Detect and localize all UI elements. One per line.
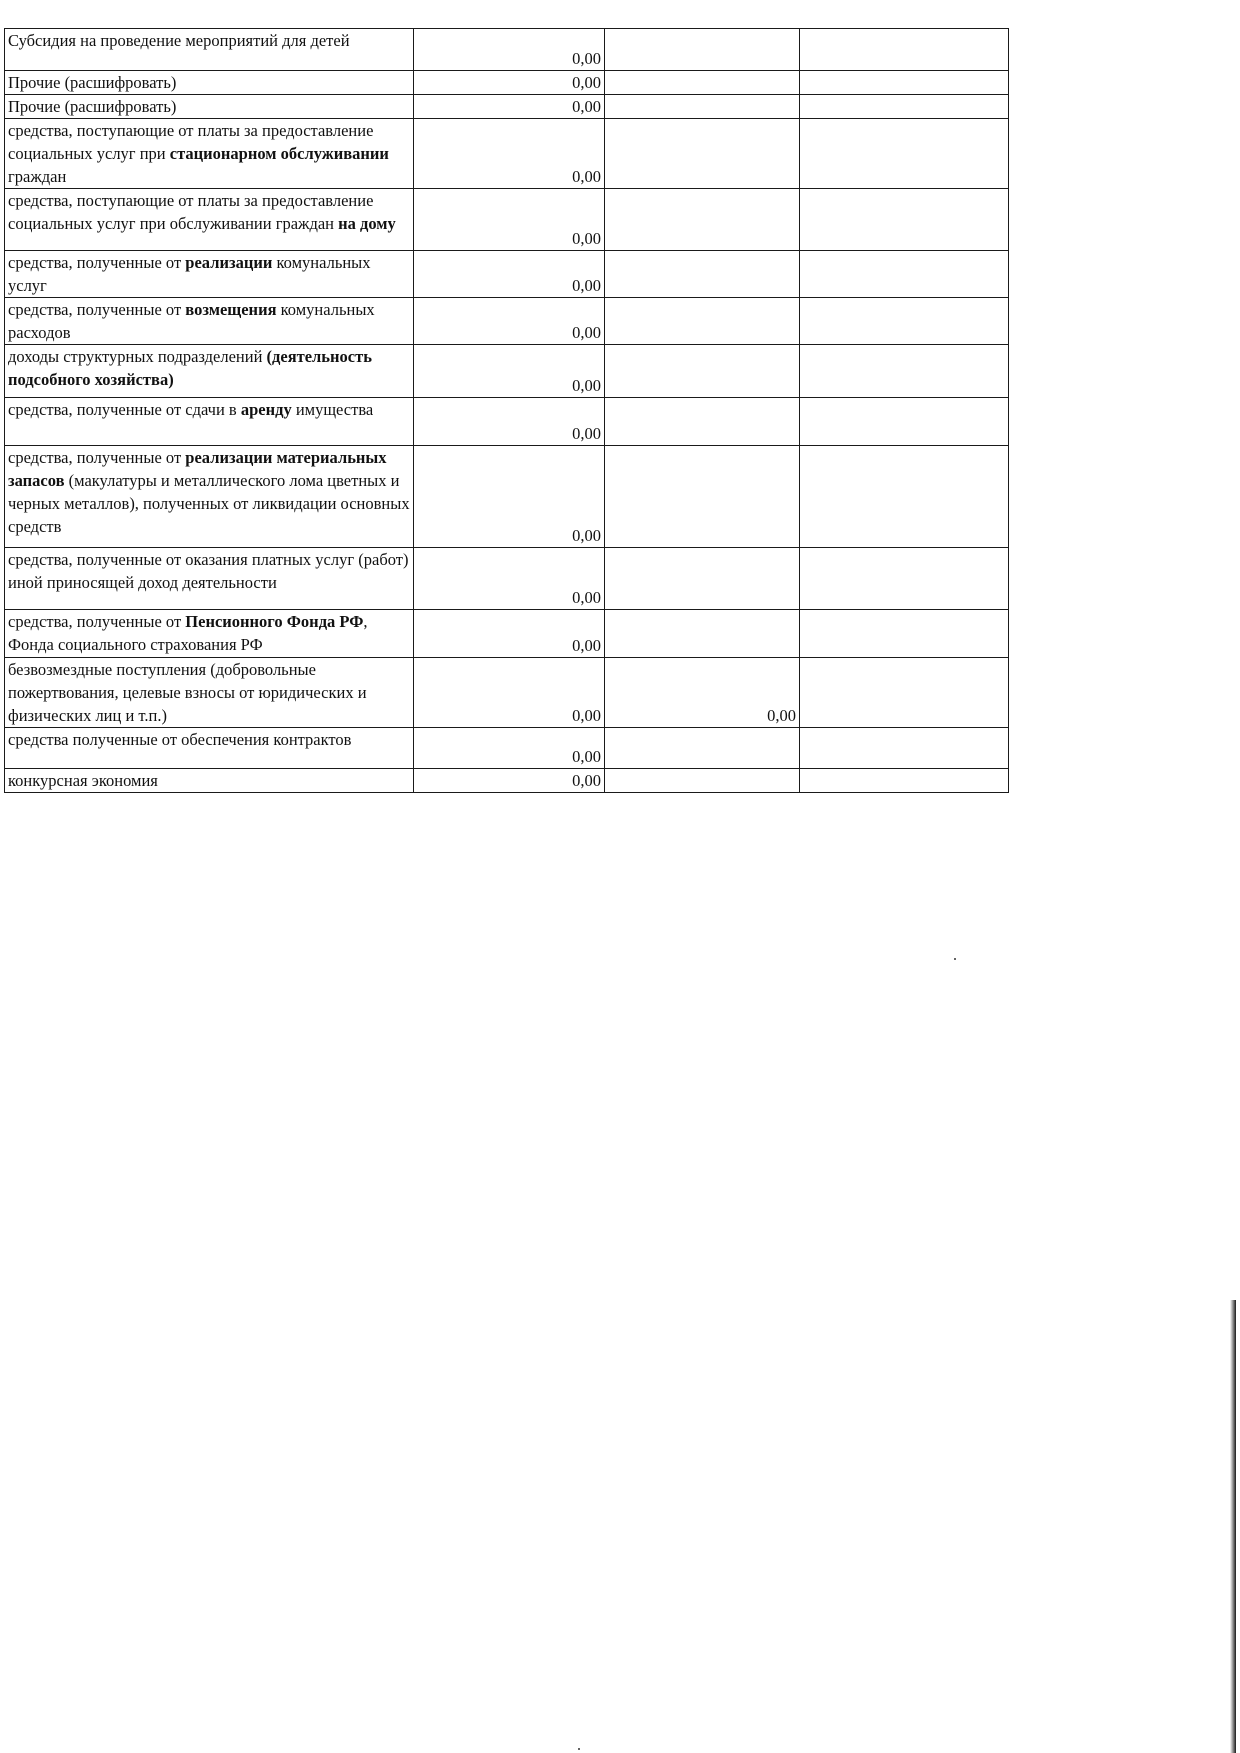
value-cell-col3 — [605, 548, 800, 610]
row-label — [5, 658, 414, 728]
row-label-part: средства, полученные от — [8, 448, 186, 467]
value-cell-col2: 0,00 — [414, 251, 605, 298]
table-row — [5, 251, 1009, 298]
row-label-part: граждан — [8, 167, 67, 186]
row-label-part: Субсидия на проведение мероприятий для детей — [8, 31, 350, 50]
value-cell-col4 — [800, 29, 1009, 71]
value-cell-col3 — [605, 345, 800, 398]
row-label-part: Прочие (расшифровать) — [8, 97, 177, 116]
table-row — [5, 29, 1009, 71]
row-label-part: средства, поступающие от платы за предоставление социальных услуг при обслуживании граждан — [8, 191, 374, 233]
row-label-part: комунальных расходов — [8, 300, 375, 342]
value-cell-col2: 0,00 — [414, 610, 605, 658]
row-label-part: средства, полученные от оказания платных услуг (работ) иной приносящей доход деятельности — [8, 550, 409, 592]
row-label-bold-part: реализации — [185, 253, 273, 272]
value-cell-col4 — [800, 610, 1009, 658]
row-label-part: конкурсная экономия — [8, 771, 158, 790]
value-cell-col3 — [605, 398, 800, 446]
value-cell-col2: 0,00 — [414, 398, 605, 446]
row-label-bold-part: реализации материальных запасов — [8, 448, 387, 490]
row-label-part: имущества — [291, 400, 374, 419]
row-label-bold-part: Пенсионного Фонда РФ — [185, 612, 364, 631]
value-cell-col2: 0,00 — [414, 189, 605, 251]
row-label-part: средства, полученные от — [8, 300, 186, 319]
value-cell-col2: 0,00 — [414, 345, 605, 398]
row-label-part: , Фонда социального страхования РФ — [8, 612, 368, 654]
table-row — [5, 769, 1009, 793]
row-label — [5, 446, 414, 548]
row-label-part: (макулатуры и металлического лома цветных и черных металлов), полученных от ликвидации основных средств — [8, 471, 410, 536]
row-label-part: доходы структурных подразделений — [8, 347, 267, 366]
table-row — [5, 298, 1009, 345]
value-cell-col3 — [605, 446, 800, 548]
row-label — [5, 119, 414, 189]
table-row — [5, 446, 1009, 548]
value-cell-col3: 0,00 — [605, 658, 800, 728]
row-label-part: комунальных услуг — [8, 253, 371, 295]
value-cell-col3 — [605, 71, 800, 95]
value-cell-col3 — [605, 95, 800, 119]
value-cell-col3 — [605, 298, 800, 345]
value-cell-col4 — [800, 119, 1009, 189]
table-row — [5, 345, 1009, 398]
row-label — [5, 189, 414, 251]
value-cell-col4 — [800, 658, 1009, 728]
value-cell-col2: 0,00 — [414, 548, 605, 610]
row-label-part: средства, полученные от сдачи в — [8, 400, 241, 419]
row-label — [5, 345, 414, 398]
row-label — [5, 769, 414, 793]
table-row — [5, 548, 1009, 610]
table-row — [5, 658, 1009, 728]
value-cell-col3 — [605, 769, 800, 793]
value-cell-col2: 0,00 — [414, 769, 605, 793]
table-row — [5, 71, 1009, 95]
table-row — [5, 610, 1009, 658]
value-cell-col4 — [800, 251, 1009, 298]
row-label — [5, 71, 414, 95]
value-cell-col4 — [800, 189, 1009, 251]
row-label — [5, 298, 414, 345]
value-cell-col4 — [800, 345, 1009, 398]
value-cell-col4 — [800, 71, 1009, 95]
table-row — [5, 189, 1009, 251]
income-table — [4, 28, 1009, 793]
row-label-bold-part: аренду — [240, 400, 292, 419]
row-label — [5, 548, 414, 610]
value-cell-col2: 0,00 — [414, 29, 605, 71]
table-row — [5, 119, 1009, 189]
row-label-part: безвозмездные поступления (добровольные пожертвования, целевые взносы от юридических и физических лиц и т.п.) — [8, 660, 367, 725]
row-label — [5, 610, 414, 658]
value-cell-col4 — [800, 95, 1009, 119]
value-cell-col3 — [605, 29, 800, 71]
row-label-part: средства, полученные от — [8, 612, 186, 631]
value-cell-col3 — [605, 189, 800, 251]
value-cell-col4 — [800, 398, 1009, 446]
value-cell-col2: 0,00 — [414, 95, 605, 119]
value-cell-col3 — [605, 251, 800, 298]
scan-speck — [954, 958, 956, 960]
value-cell-col4 — [800, 298, 1009, 345]
row-label — [5, 728, 414, 769]
value-cell-col2: 0,00 — [414, 728, 605, 769]
row-label — [5, 95, 414, 119]
scan-shadow-edge — [1230, 1300, 1236, 1753]
row-label — [5, 398, 414, 446]
value-cell-col4 — [800, 446, 1009, 548]
value-cell-col3 — [605, 728, 800, 769]
row-label-bold-part: на дому — [338, 214, 396, 233]
row-label — [5, 251, 414, 298]
row-label-part: средства полученные от обеспечения контрактов — [8, 730, 352, 749]
value-cell-col4 — [800, 728, 1009, 769]
value-cell-col2: 0,00 — [414, 298, 605, 345]
table-row — [5, 398, 1009, 446]
row-label-part: средства, поступающие от платы за предоставление социальных услуг при — [8, 121, 374, 163]
row-label — [5, 29, 414, 71]
value-cell-col2: 0,00 — [414, 119, 605, 189]
value-cell-col2: 0,00 — [414, 658, 605, 728]
value-cell-col2: 0,00 — [414, 71, 605, 95]
table-row — [5, 728, 1009, 769]
value-cell-col3 — [605, 119, 800, 189]
value-cell-col4 — [800, 769, 1009, 793]
income-table-body — [5, 29, 1009, 793]
value-cell-col3 — [605, 610, 800, 658]
row-label-bold-part: возмещения — [185, 300, 277, 319]
value-cell-col4 — [800, 548, 1009, 610]
row-label-part: Прочие (расшифровать) — [8, 73, 177, 92]
scan-speck — [578, 1748, 580, 1750]
row-label-bold-part: (деятельность подсобного хозяйства) — [8, 347, 372, 389]
row-label-part: средства, полученные от — [8, 253, 186, 272]
row-label-bold-part: стационарном обслуживании — [169, 144, 389, 163]
value-cell-col2: 0,00 — [414, 446, 605, 548]
table-row — [5, 95, 1009, 119]
